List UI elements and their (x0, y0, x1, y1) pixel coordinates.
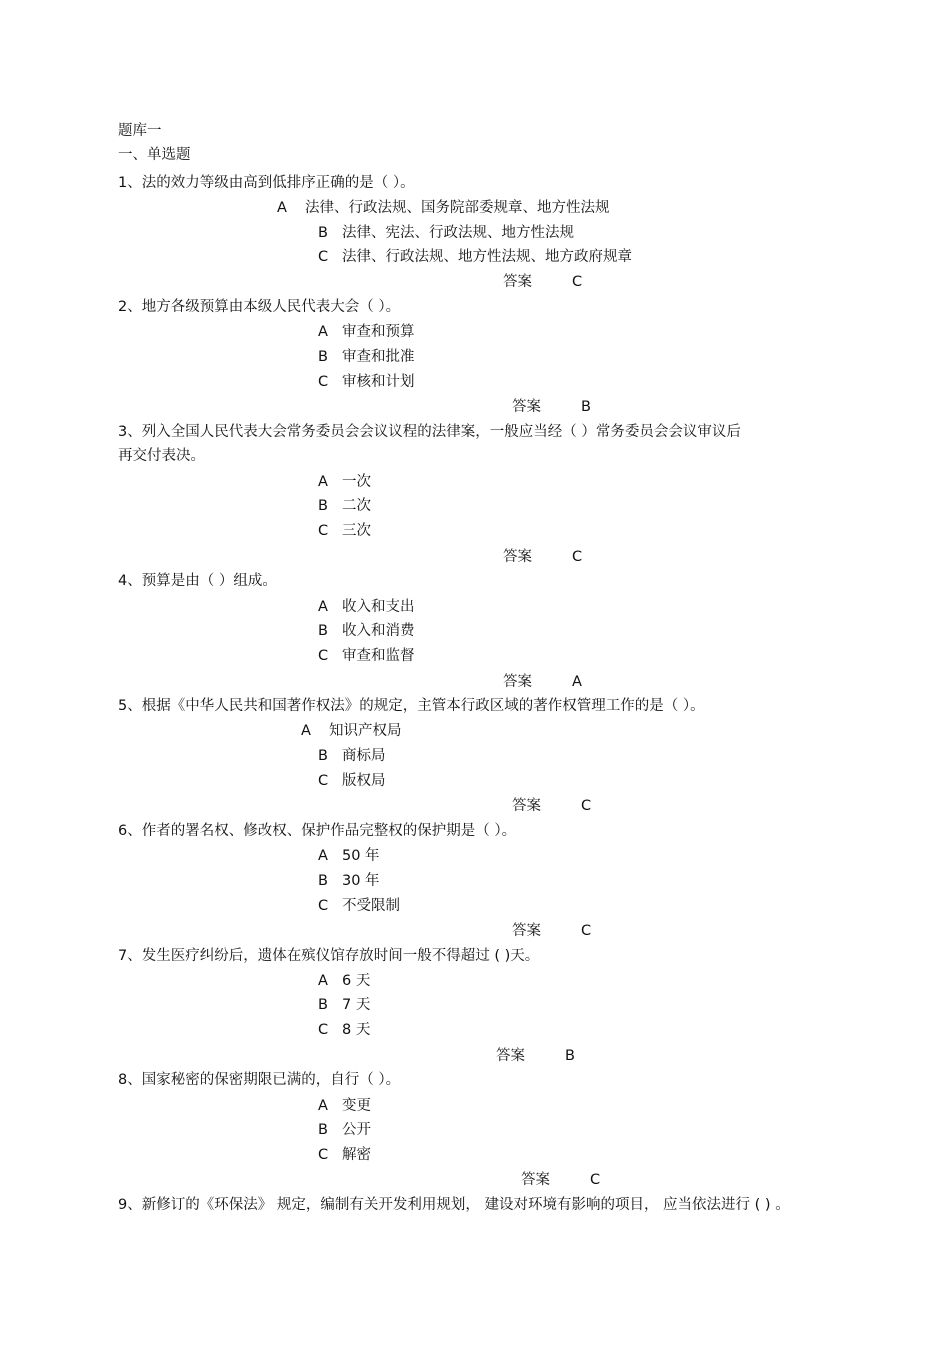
q1-answer (503, 273, 582, 291)
option-letter: C (318, 249, 329, 265)
q2-option-a (318, 323, 415, 341)
option-text: 8 天 (342, 1022, 371, 1038)
q4-option-a (318, 598, 415, 616)
option-text: 收入和消费 (342, 623, 415, 639)
question-4: 4、预算是由（ ）组成。 (118, 573, 277, 589)
option-letter: C (318, 374, 329, 390)
q8-option-a (318, 1097, 371, 1115)
option-letter: B (318, 997, 328, 1013)
option-letter: A (318, 324, 328, 340)
answer-label: 答案 (496, 1048, 525, 1064)
answer-label: 答案 (503, 674, 532, 690)
option-letter: C (318, 1147, 329, 1163)
q8-option-c (318, 1146, 371, 1164)
question-1: 1、法的效力等级由高到低排序正确的是（ ）。 (118, 175, 415, 191)
option-text: 审核和计划 (342, 374, 415, 390)
option-text: 7 天 (342, 997, 371, 1013)
option-text: 审查和批准 (342, 349, 415, 365)
question-9: 9、新修订的《环保法》 规定，编制有关开发利用规划， 建设对环境有影响的项目， 应当依法进行 ( ) 。 (118, 1197, 790, 1213)
q8-answer (521, 1171, 600, 1189)
q3-option-b (318, 497, 371, 515)
q7-answer (496, 1047, 575, 1065)
option-letter: B (318, 349, 328, 365)
option-text: 变更 (342, 1098, 371, 1114)
answer-value: B (565, 1048, 575, 1064)
option-letter: A (301, 723, 311, 739)
question-7: 7、发生医疗纠纷后，遗体在殡仪馆存放时间一般不得超过 ( )天。 (118, 948, 540, 964)
option-letter: C (318, 773, 329, 789)
option-letter: A (318, 474, 328, 490)
section-title: 一、单选题 (118, 147, 191, 163)
option-letter: C (318, 1022, 329, 1038)
question-6: 6、作者的署名权、修改权、保护作品完整权的保护期是（ ）。 (118, 823, 517, 839)
option-text: 6 天 (342, 973, 371, 989)
option-text: 不受限制 (342, 898, 400, 914)
q2-answer (512, 398, 591, 416)
q6-option-b (318, 872, 380, 890)
option-letter: A (318, 973, 328, 989)
q5-option-c (318, 772, 386, 790)
q4-answer (503, 673, 582, 691)
option-letter: C (318, 648, 329, 664)
option-text: 审查和预算 (342, 324, 415, 340)
question-3: 3、列入全国人民代表大会常务委员会会议议程的法律案，一般应当经（ ）常务委员会会议审议后 (118, 424, 741, 440)
option-letter: B (318, 225, 328, 241)
q1-option-c (318, 248, 632, 266)
q6-option-a (318, 847, 380, 865)
q1-option-a (277, 199, 610, 217)
q5-option-b (318, 747, 386, 765)
answer-label: 答案 (512, 923, 541, 939)
q4-option-b (318, 622, 415, 640)
option-text: 二次 (342, 498, 371, 514)
q2-option-c (318, 373, 415, 391)
option-letter: C (318, 898, 329, 914)
question-8: 8、国家秘密的保密期限已满的，自行（ ）。 (118, 1072, 401, 1088)
bank-title: 题库一 (118, 123, 162, 139)
q3-answer (503, 548, 582, 566)
answer-value: C (581, 798, 592, 814)
option-text: 法律、宪法、行政法规、地方性法规 (342, 225, 574, 241)
q5-answer (512, 797, 591, 815)
option-text: 50 年 (342, 848, 380, 864)
q8-option-b (318, 1121, 371, 1139)
option-text: 公开 (342, 1122, 371, 1138)
option-letter: A (318, 848, 328, 864)
option-text: 一次 (342, 474, 371, 490)
answer-label: 答案 (503, 274, 532, 290)
answer-value: C (572, 549, 583, 565)
q3-option-a (318, 473, 371, 491)
q2-option-b (318, 348, 415, 366)
option-text: 三次 (342, 523, 371, 539)
answer-value: C (572, 274, 583, 290)
question-2: 2、地方各级预算由本级人民代表大会（ ）。 (118, 299, 401, 315)
option-letter: B (318, 1122, 328, 1138)
option-letter: A (318, 1098, 328, 1114)
answer-value: C (590, 1172, 601, 1188)
option-text: 30 年 (342, 873, 380, 889)
option-letter: C (318, 523, 329, 539)
q1-option-b (318, 224, 574, 242)
question-5: 5、根据《中华人民共和国著作权法》的规定，主管本行政区域的著作权管理工作的是（ ）。 (118, 698, 705, 714)
option-text: 知识产权局 (329, 723, 402, 739)
question-3-cont: 再交付表决。 (118, 448, 205, 464)
q5-option-a (301, 722, 402, 740)
answer-label: 答案 (512, 798, 541, 814)
q7-option-a (318, 972, 370, 990)
q4-option-c (318, 647, 415, 665)
answer-label: 答案 (503, 549, 532, 565)
answer-value: B (581, 399, 591, 415)
answer-value: A (572, 674, 582, 690)
option-text: 收入和支出 (342, 599, 415, 615)
option-text: 法律、行政法规、国务院部委规章、地方性法规 (305, 200, 610, 216)
option-letter: A (318, 599, 328, 615)
option-letter: B (318, 498, 328, 514)
q6-answer (512, 922, 591, 940)
answer-label: 答案 (512, 399, 541, 415)
q6-option-c (318, 897, 400, 915)
q7-option-b (318, 996, 370, 1014)
option-letter: B (318, 623, 328, 639)
answer-label: 答案 (521, 1172, 550, 1188)
option-letter: A (277, 200, 287, 216)
option-letter: B (318, 748, 328, 764)
option-text: 审查和监督 (342, 648, 415, 664)
q3-option-c (318, 522, 371, 540)
answer-value: C (581, 923, 592, 939)
option-text: 商标局 (342, 748, 386, 764)
option-letter: B (318, 873, 328, 889)
option-text: 解密 (342, 1147, 371, 1163)
option-text: 版权局 (342, 773, 386, 789)
option-text: 法律、行政法规、地方性法规、地方政府规章 (342, 249, 632, 265)
q7-option-c (318, 1021, 370, 1039)
